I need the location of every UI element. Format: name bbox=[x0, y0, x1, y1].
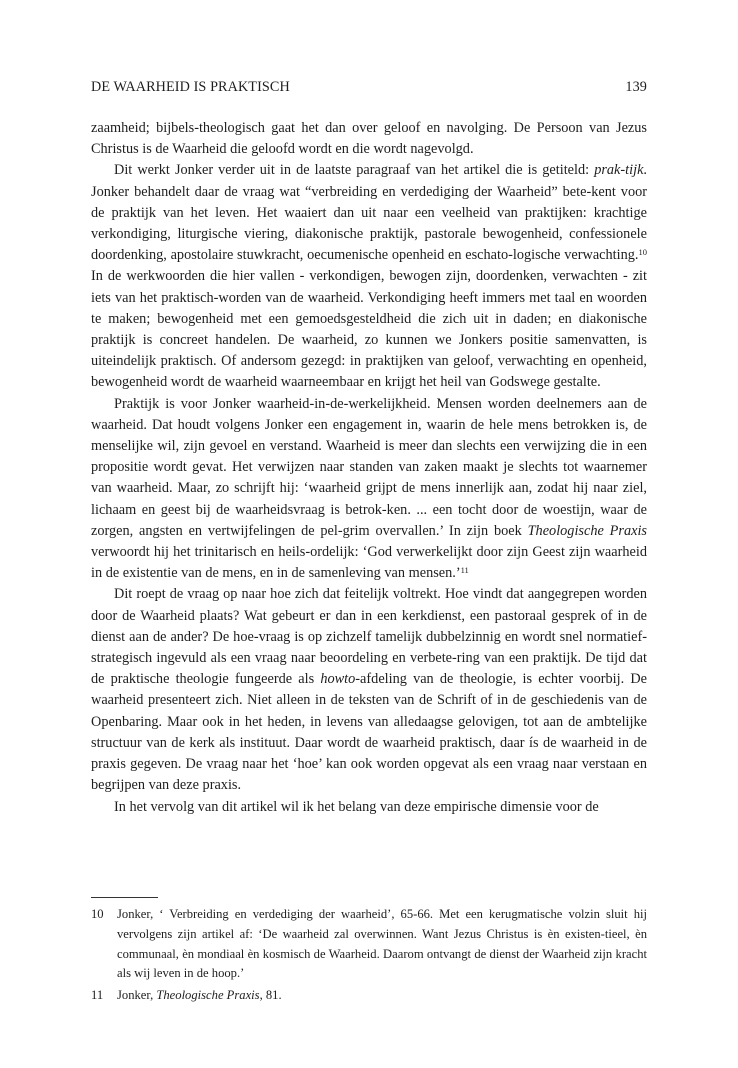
paragraph-1-text: zaamheid; bijbels-theologisch gaat het dan over geloof en navolging. De Persoon van Jezus Christus is de Waarheid die geloofd wordt en die wordt nagevolgd. bbox=[91, 120, 647, 158]
footnote-11-italic: Theologische Praxis bbox=[156, 988, 260, 1003]
footnote-text bbox=[117, 986, 647, 1006]
footnote-11-text-b: , 81. bbox=[259, 988, 282, 1003]
paragraph-3 bbox=[91, 394, 647, 585]
page-number: 139 bbox=[625, 79, 647, 95]
paragraph-5-text: In het vervolg van dit artikel wil ik het belang van deze empirische dimensie voor de bbox=[114, 798, 599, 815]
paragraph-3-italic: Theologische Praxis bbox=[527, 522, 647, 539]
paragraph-3-text-b: verwoordt hij het trinitarisch en heils-ordelijk: ‘God verwerkelijkt door zijn Geest zijn waarheid in de existentie van de mens, en in de samenleving van mensen.’ bbox=[91, 544, 647, 582]
footnotes bbox=[91, 905, 647, 1008]
footnote-divider bbox=[91, 897, 158, 898]
footnote-text bbox=[117, 905, 647, 984]
footnote-10-text: Jonker, ‘ Verbreiding en verdediging der waarheid’, 65-66. Met een kerugmatische volzin sluit hij vervolgens zijn artikel af: ‘De waarheid zal overwinnen. Want Jezus Christus is èn existen-tieel, èn communaal, èn mondiaal èn kosmisch de Waarheid. Daarom ontvangt de dienst der Waarheid zijn kracht als wij leven in de hoop.’ bbox=[117, 907, 647, 981]
footnote-10 bbox=[91, 905, 647, 984]
footnote-number: 10 bbox=[91, 907, 104, 921]
footnote-ref-11[interactable]: 11 bbox=[460, 565, 469, 576]
footnote-number: 11 bbox=[91, 988, 104, 1003]
running-title: DE WAARHEID IS PRAKTISCH bbox=[91, 79, 290, 95]
paragraph-1 bbox=[91, 118, 647, 160]
paragraph-2-text-c: In de werkwoorden die hier vallen - verkondigen, bewogen zijn, doordenken, verwachten - zit iets van het praktisch-worden van de waarheid. Verkondiging heeft immers met taal en woorden te maken; bewogenheid met een gemoedsgesteldheid die zich uit in daden; en diakonische praktijk is concreet handelen. De waarheid, zo kunnen we Jonkers positie samenvatten, is uiteindelijk praktisch. Of andersom gezegd: in praktijken van geloof, verwachting en openheid, bewogenheid wordt de waarheid waarneembaar en krijgt het heil van Godswege gestalte. bbox=[91, 268, 647, 391]
paragraph-4 bbox=[91, 584, 647, 796]
footnote-11-text-a: Jonker, bbox=[117, 988, 157, 1003]
body-text bbox=[91, 118, 647, 818]
paragraph-4-italic: howto bbox=[320, 671, 356, 688]
paragraph-3-text-a: Praktijk is voor Jonker waarheid-in-de-werkelijkheid. Mensen worden deelnemers aan de waarheid. Dat houdt volgens Jonker een engagement in, waarin de hele mens betrokken is, de menselijke wil, zijn gevoel en verstand. Waarheid is meer dan slechts een verwijzing die in een propositie wordt gevat. Het verwijzen naar standen van zaken maakt je slechts tot waarnemer van waarheid. Maar, zo schrijft hij: ‘waarheid grijpt de mens innerlijk aan, zodat hij naar ziel, lichaam en geest bij de waarheidsvraag is betrok-ken. ... een tocht door de woestijn, waar de zorgen, angsten en vertwijfelingen de pel-grim overvallen.’ In zijn boek bbox=[91, 395, 647, 539]
running-head bbox=[91, 79, 647, 96]
paragraph-2-italic: prak-tijk bbox=[594, 162, 644, 179]
paragraph-4-text-b: -afdeling van de theologie, is echter voorbij. De waarheid presenteert zich. Niet alleen in de teksten van de Schrift of in de geschiedenis van de Openbaring. Maar ook in het heden, in levens van alledaagse gelovigen, tot aan de ambtelijke structuur van de kerk als instituut. Daar wordt de waarheid praktisch, daar ís de waarheid in de praxis gegeven. De vraag naar het ‘hoe’ kan ook worden opgevat als een vraag naar verstaan en begrijpen van deze praxis. bbox=[91, 671, 647, 794]
footnote-11 bbox=[91, 986, 647, 1006]
footnote-ref-10[interactable]: 10 bbox=[638, 247, 647, 258]
paragraph-2-text-b: . Jonker behandelt daar de vraag wat “verbreiding en verdediging der Waarheid” bete-kent voor de praktijk van het leven. Het waaiert dan uit naar een veelheid van praktijken: krachtige verkondiging, liturgische viering, diakonische praktijk, pastorale bewogenheid, confessionele doordenking, apostolaire stuwkracht, oecumenische openheid en eschato-logische verwachting. bbox=[91, 162, 647, 264]
paragraph-2-text-a: Dit werkt Jonker verder uit in de laatste paragraaf van het artikel die is getiteld: bbox=[114, 162, 595, 179]
paragraph-5 bbox=[91, 797, 647, 818]
paragraph-2 bbox=[91, 160, 647, 393]
paragraph-4-text-a: Dit roept de vraag op naar hoe zich dat feitelijk voltrekt. Hoe vindt dat aangegrepen worden door de Waarheid plaats? Wat gebeurt er dan in een kerkdienst, een pastoraal gesprek of in de dienst aan de ander? De hoe-vraag is op zichzelf tamelijk dubbelzinnig en wordt snel normatief-strategisch ingevuld als een vraag naar beoordeling en verbete-ring van een praktijk. De tijd dat de praktische theologie fungeerde als bbox=[91, 586, 647, 688]
